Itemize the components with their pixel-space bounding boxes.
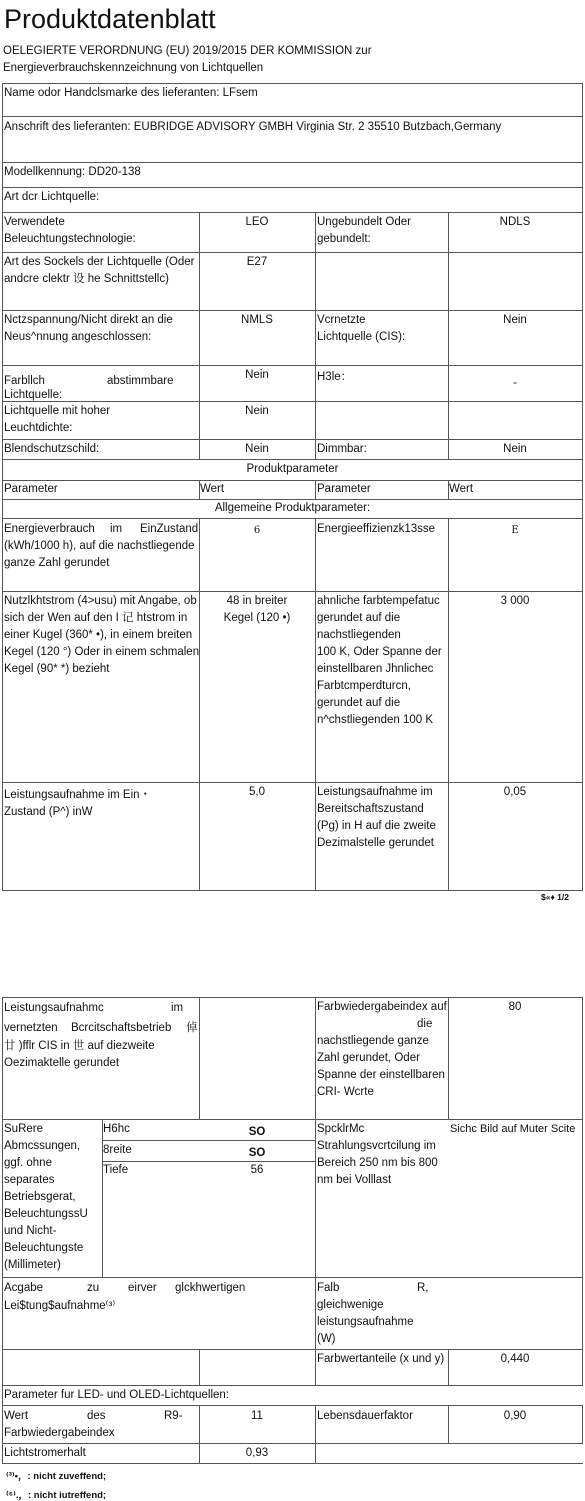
luminous-flux-label: Nutzlkhtstrom (4>usu) mit Angabe, ob sich der Wen auf den I 记 htstrom in einer Kugel (360* •), in einem breiten Kegel (120 °) Oder in einem schmalen Kegel (90* *) bezieht [4, 595, 200, 675]
dimmable-value: Nein [503, 443, 527, 455]
equivalent-power-label-3: eirver [128, 1282, 157, 1294]
height-value: SO [248, 1126, 266, 1138]
energy-consumption-label-1: Energieverbrauch [4, 523, 95, 535]
glare-shield-value: Nein [245, 443, 269, 455]
connected-value: Nein [503, 314, 527, 326]
header-parameter-2: Parameter [317, 483, 371, 495]
mains-value: NMLS [241, 314, 273, 326]
header-parameter-1: Parameter [4, 483, 58, 495]
mains-label: Nctzspannung/Nicht direkt an die Neus^nnung angeschlossen: [4, 314, 173, 343]
spectral-distribution-label: SpcklrMc Strahlungsvcrtcilung im Bereich 250 nm bis 800 nm bei Volllast [317, 1123, 438, 1186]
equivalent-power-label-1: Acgabe [4, 1282, 44, 1294]
chromaticity-label: Farbwertanteile (x und y) [317, 1353, 445, 1365]
survival-factor-value: 0,90 [503, 1410, 527, 1422]
dimmable-label: Dimmbar: [317, 443, 367, 455]
product-params-heading: Produktparameter [246, 463, 339, 475]
survival-factor-label: Lebensdauerfaktor [317, 1410, 413, 1422]
energy-class-label: Energieeffizienzk13sse [317, 523, 436, 535]
color-tunable-label-1: Farbllch [4, 375, 45, 387]
color-power-label-1: Falb [317, 1282, 340, 1294]
led-params-heading: Parameter fur LED- und OLED-Lichtquellen: [4, 1389, 229, 1401]
networked-standby-label-2: im [171, 1002, 184, 1014]
socket-value: E27 [246, 256, 268, 268]
bundled-label: Ungebundelt Oder gebundelt: [317, 216, 411, 245]
networked-standby-label-5: 倬 [186, 1022, 198, 1034]
housing-label: H3le： [317, 371, 353, 383]
energy-consumption-label-3: EinZustand [140, 523, 199, 535]
header-value-2: Wert [449, 483, 474, 495]
housing-value: - [513, 377, 517, 389]
cri-label-3: nachstliegende ganze Zahl gerundet, Oder Spanne der einstellbaren CRI- Wcrte [317, 1035, 445, 1098]
energy-consumption-value: 6 [253, 525, 261, 536]
socket-label: Art des Sockels der Lichtquelle (Oder andcre clektr 设 he Schnittstellc) [4, 256, 195, 285]
height-label: H6hc [103, 1123, 130, 1135]
color-tunable-label-3: Lichtquelle: [4, 389, 63, 401]
page-number: $«♦ 1/2 [541, 892, 569, 902]
cri-label-1: Farbwiedergabeindex auf [317, 1001, 447, 1013]
chromaticity-value: 0,440 [500, 1353, 530, 1365]
connected-label: Vcrnetzte Lichtquelle (CIS): [317, 314, 406, 343]
high-luminance-value: Nein [245, 405, 269, 417]
standby-power-label: Leistungsaufnahme im Bereitschaftszustand (Pg) in H auf die zweite Dezimalstelle gerundet [317, 786, 436, 849]
page-title: Produktdatenblatt [4, 4, 216, 34]
standby-power-value: 0,05 [503, 786, 527, 798]
energy-class-value: E [511, 525, 519, 536]
lumen-maintenance-label: Lichtstromerhalt [4, 1447, 86, 1459]
model-id: Modellkennung: DD20-138 [4, 166, 141, 178]
networked-standby-label-4: Bcrcitschaftsbetrieb [71, 1022, 172, 1034]
width-label: 8reite [103, 1144, 132, 1156]
technology-value: LEO [245, 216, 269, 228]
bundled-value: NDLS [499, 216, 531, 228]
glare-shield-label: Blendschutzschild: [4, 443, 100, 455]
energy-consumption-label-4: (kWh/1000 h), auf die nachstliegende ganze Zahl gerundet [4, 540, 195, 569]
cri-label-2: die [417, 1018, 433, 1030]
dimensions-label: SuRere Abmcssungen, ggf. ohne separates Betriebsgerat, BeleuchtungssU und Nicht- Beleuchtungste (Millimeter) [4, 1123, 88, 1271]
lumen-maintenance-value: 0,93 [245, 1447, 269, 1459]
r9-label-4: Farbwiedergabeindex [4, 1427, 115, 1439]
supplier-address: Anschrift des lieferanten: EUBRIDGE ADVISORY GMBH Virginia Str. 2 35510 Butzbach,Germany [4, 121, 502, 133]
regulation-subtitle: OELEGIERTE VERORDNUNG (EU) 2019/2015 DER KOMMISSION zur Energieverbrauchskennzeichnung von Lichtquellen [3, 45, 372, 74]
networked-standby-label-1: Leistungsaufnahmc [4, 1002, 104, 1014]
networked-standby-label-6: 廿 )fflr CIS in 世 auf diezweite Oezimaktelle gerundet [4, 1040, 155, 1069]
r9-label-1: Wert [4, 1410, 29, 1422]
cri-value: 80 [508, 1001, 522, 1013]
equivalent-power-label-5: Lei$tung$aufnahme⁽³⁾ [4, 1300, 116, 1312]
technology-label: Verwendete Beleuchtungstechnologie: [4, 216, 136, 245]
on-mode-power-label: Leistungsaufnahme im Ein・ Zustand (P^) inW [4, 789, 152, 818]
light-source-type: Art dcr Lichtquelle: [4, 191, 100, 203]
supplier-name: Name odor Handclsmarke des lieferanten: LFsem [4, 87, 258, 99]
header-value-1: Wert [200, 483, 225, 495]
energy-consumption-label-2: im [110, 523, 123, 535]
footnote-3: ⁽³⁾•，: nicht zuveffend; [6, 1471, 107, 1482]
r9-value: 11 [251, 1410, 263, 1422]
color-temperature-value: 3 000 [500, 595, 530, 607]
depth-value: 56 [250, 1164, 264, 1176]
width-value: SO [248, 1147, 266, 1159]
color-power-label-2: R, [417, 1282, 429, 1294]
general-params-heading: Allgemeine Produktparameter: [214, 502, 371, 514]
on-mode-power-value: 5,0 [249, 786, 265, 798]
equivalent-power-label-4: glckhwertigen [175, 1282, 246, 1294]
color-temperature-label: ahnliche farbtempefatuc gerundet auf die nachstliegenden 100 K, Oder Spanne der einstellbaren Jhnlichec Farbtcmperdturcn, gerundet auf die n^chstliegenden 100 K [317, 595, 442, 726]
color-tunable-value: Nein [245, 369, 269, 381]
spectral-distribution-value: Sichc Bild auf Muter Scite [450, 1123, 576, 1135]
footnote-6: ⁽⁶⁾.，: nicht iutreffend; [6, 1490, 107, 1501]
luminous-flux-value: 48 in breiter Kegel (120 •) [223, 595, 291, 624]
r9-label-3: R9- [164, 1410, 183, 1422]
color-tunable-label-2: abstimmbare [107, 375, 174, 387]
depth-label: Tiefe [103, 1164, 129, 1176]
networked-standby-label-3: vernetzten [4, 1022, 58, 1034]
equivalent-power-label-2: zu [87, 1282, 100, 1294]
high-luminance-label: Lichtquelle mit hoher Leuchtdichte: [4, 405, 111, 434]
r9-label-2: des [87, 1410, 106, 1422]
color-power-label-3: gleichwenige leistungsaufnahme (W) [317, 1299, 414, 1345]
